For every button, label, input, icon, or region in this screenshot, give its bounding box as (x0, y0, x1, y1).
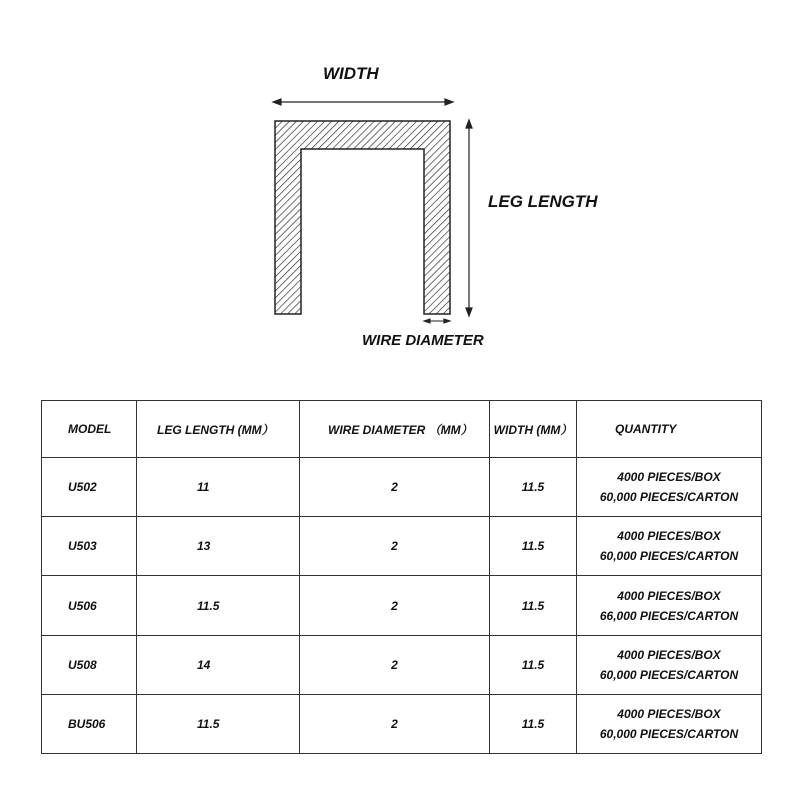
cell-quantity (577, 576, 762, 635)
header-quantity: QUANTITY (577, 401, 762, 458)
qty-carton: 60,000 PIECES/CARTON (599, 726, 739, 741)
leg-length-arrow (466, 120, 472, 316)
cell-quantity (577, 694, 762, 753)
staple-shape (275, 121, 450, 314)
table-row (42, 635, 762, 694)
qty-carton: 60,000 PIECES/CARTON (599, 549, 739, 564)
qty-carton: 66,000 PIECES/CARTON (599, 608, 739, 623)
cell-leg-length: 11.5 (137, 576, 300, 635)
cell-leg-length: 11 (137, 458, 300, 517)
staple-diagram (0, 0, 800, 380)
wire-diameter-arrow (424, 319, 450, 323)
table-row (42, 694, 762, 753)
cell-wire-diameter: 2 (300, 635, 490, 694)
cell-width: 11.5 (490, 576, 577, 635)
header-leg-length: LEG LENGTH (MM） (137, 401, 300, 458)
header-width: WIDTH (MM） (490, 401, 577, 458)
table-row (42, 458, 762, 517)
table-row (42, 517, 762, 576)
cell-model: U502 (42, 458, 137, 517)
cell-leg-length: 13 (137, 517, 300, 576)
width-label: WIDTH (323, 64, 379, 83)
cell-wire-diameter: 2 (300, 458, 490, 517)
cell-wire-diameter: 2 (300, 517, 490, 576)
qty-carton: 60,000 PIECES/CARTON (599, 667, 739, 682)
qty-box: 4000 PIECES/BOX (617, 647, 721, 662)
table-row (42, 576, 762, 635)
cell-model: U503 (42, 517, 137, 576)
cell-width: 11.5 (490, 517, 577, 576)
qty-box: 4000 PIECES/BOX (617, 529, 721, 544)
cell-wire-diameter: 2 (300, 576, 490, 635)
spec-table (41, 400, 762, 754)
width-arrow (273, 99, 453, 105)
table-header-row (42, 401, 762, 458)
cell-width: 11.5 (490, 635, 577, 694)
cell-model: U506 (42, 576, 137, 635)
leg-length-label: LEG LENGTH (488, 192, 598, 211)
qty-box: 4000 PIECES/BOX (617, 588, 721, 603)
cell-wire-diameter: 2 (300, 694, 490, 753)
header-model: MODEL (42, 401, 137, 458)
cell-quantity (577, 635, 762, 694)
cell-model: BU506 (42, 694, 137, 753)
qty-box: 4000 PIECES/BOX (617, 470, 721, 485)
qty-box: 4000 PIECES/BOX (617, 706, 721, 721)
cell-leg-length: 11.5 (137, 694, 300, 753)
qty-carton: 60,000 PIECES/CARTON (599, 490, 739, 505)
cell-model: U508 (42, 635, 137, 694)
cell-leg-length: 14 (137, 635, 300, 694)
wire-diameter-label: WIRE DIAMETER (362, 332, 484, 349)
cell-quantity (577, 517, 762, 576)
cell-width: 11.5 (490, 694, 577, 753)
cell-quantity (577, 458, 762, 517)
cell-width: 11.5 (490, 458, 577, 517)
header-wire-diameter: WIRE DIAMETER （MM） (300, 401, 490, 458)
